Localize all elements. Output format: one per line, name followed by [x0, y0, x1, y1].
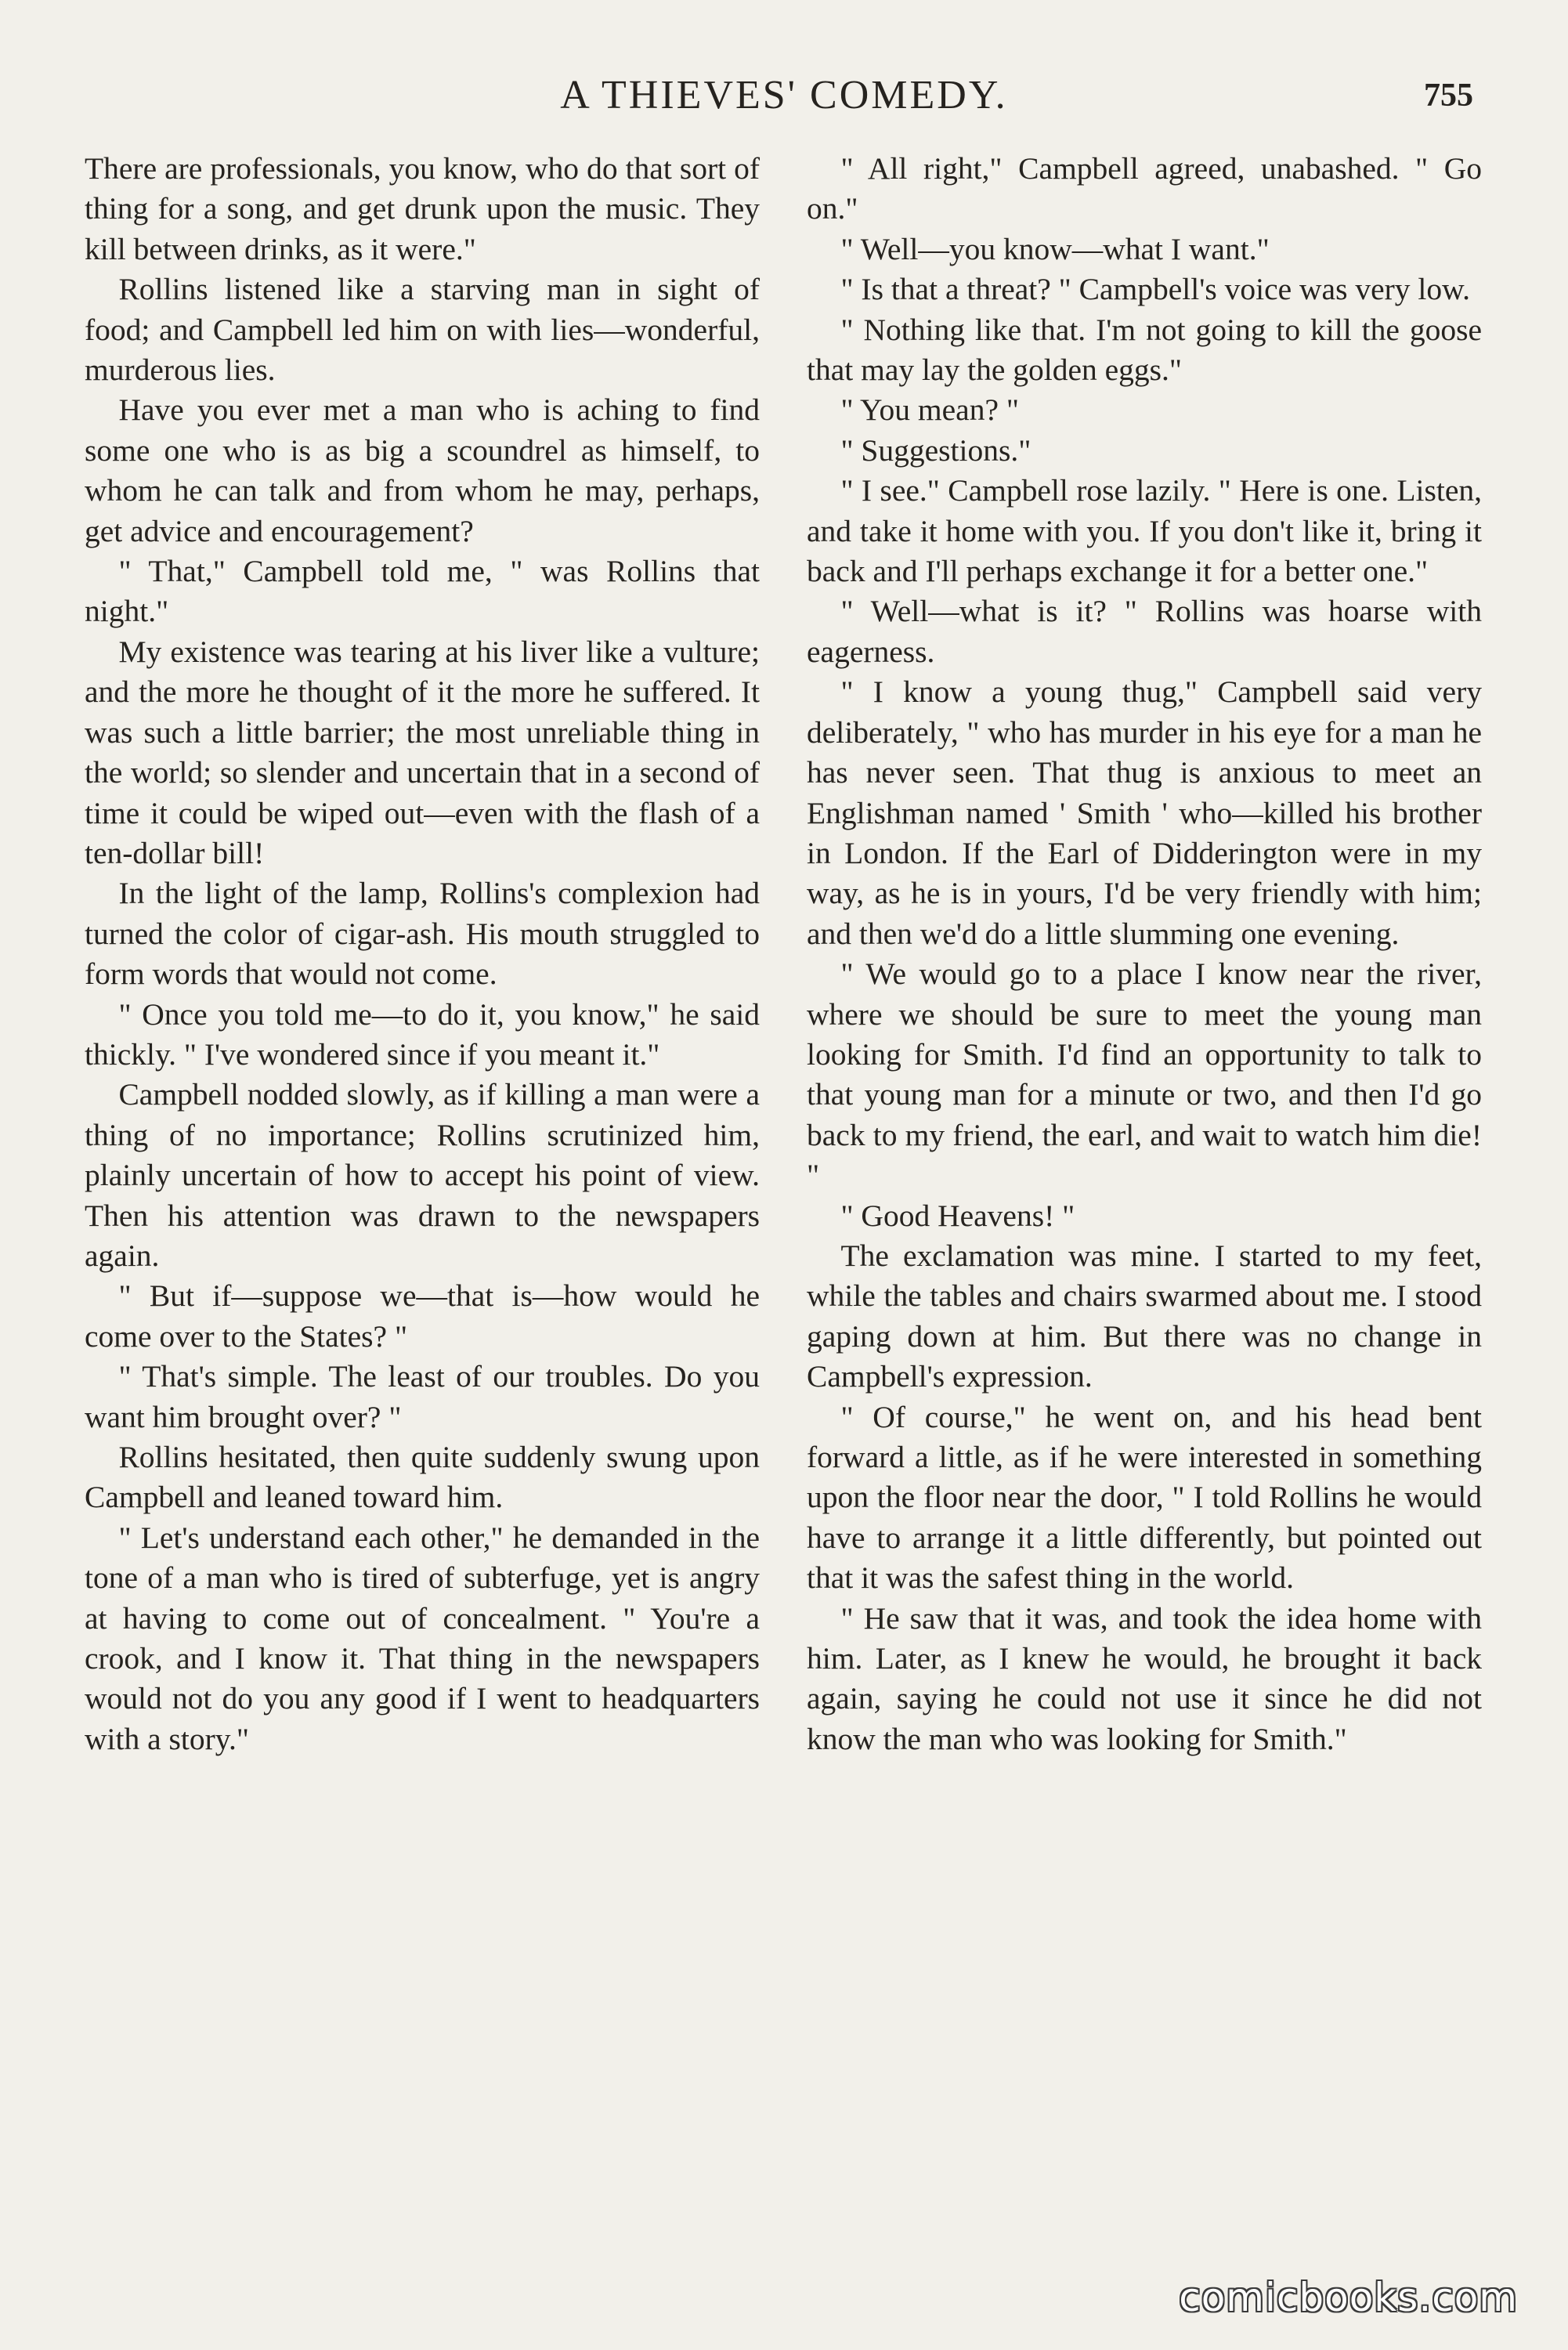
paragraph: My existence was tearing at his liver like a vulture; and the more he thought of it the more he suffered. It was such a little barrier; the most unreliable thing in the world; so slender and uncertain that in a second of time it could be wiped out—even with the flash of a ten-dollar bill! [85, 634, 760, 870]
paragraph: " That's simple. The least of our troubles. Do you want him brought over? " [85, 1359, 760, 1434]
paragraph: " Let's understand each other," he demanded in the tone of a man who is tired of subterfuge, yet is angry at having to come out of concealment. " You're a crook, and I know it. That thing in the newspapers would not do you any good if I went to headquarters with a story." [85, 1520, 760, 1756]
paragraph: " That," Campbell told me, " was Rollins that night." [85, 554, 760, 629]
paragraph: Have you ever met a man who is aching to find some one who is as big a scoundrel as himself, to whom he can talk and from whom he may, perhaps, get advice and encouragement? [85, 392, 760, 548]
paragraph: Rollins listened like a starving man in sight of food; and Campbell led him on with lies—wonderful, murderous lies. [85, 272, 760, 388]
paragraph: Campbell nodded slowly, as if killing a man were a thing of no importance; Rollins scrutinized him, plainly uncertain of how to accept his point of view. Then his attention was drawn to the newspapers again. [85, 1077, 760, 1273]
paragraph: " Once you told me—to do it, you know," he said thickly. " I've wondered since if you meant it." [85, 996, 760, 1072]
paragraph: " He saw that it was, and took the idea home with him. Later, as I knew he would, he brought it back again, saying he could not use it since he did not know the man who was looking for Smith." [807, 1600, 1482, 1756]
paragraph: " Is that a threat? " Campbell's voice was very low. [840, 272, 1470, 307]
paragraph: " All right," Campbell agreed, unabashed. " Go on." [807, 151, 1482, 226]
paragraph: " You mean? " [840, 392, 1019, 428]
paragraph: " We would go to a place I know near the river, where we should be sure to meet the young man looking for Smith. I'd find an opportunity to talk to that young man for a minute or two, and then I'd go back to my friend, the earl, and wait to watch him die! " [807, 956, 1482, 1193]
paragraph: " Suggestions." [840, 432, 1031, 468]
page-number: 755 [1424, 78, 1473, 114]
paragraph: " But if—suppose we—that is—how would he come over to the States? " [85, 1278, 760, 1354]
paragraph: " Nothing like that. I'm not going to kill the goose that may lay the golden eggs." [807, 312, 1482, 388]
watermark: comicbooks.com [1179, 2275, 1518, 2320]
left-column [85, 149, 760, 1759]
paragraph: In the light of the lamp, Rollins's complexion had turned the color of cigar-ash. His mouth struggled to form words that would not come. [85, 876, 760, 992]
paragraph: " Well—you know—what I want." [840, 231, 1270, 266]
right-column [807, 149, 1482, 1759]
paragraph: There are professionals, you know, who do that sort of thing for a song, and get drunk upon the music. They kill between drinks, as it were." [85, 151, 760, 266]
running-title: A THIEVES' COMEDY. [560, 73, 1008, 118]
paragraph: " Of course," he went on, and his head bent forward a little, as if he were interested in something upon the floor near the door, " I told Rollins he would have to arrange it a little differently, but pointed out that it was the safest thing in the world. [807, 1399, 1482, 1596]
paragraph: " Well—what is it? " Rollins was hoarse with eagerness. [807, 594, 1482, 669]
paragraph: The exclamation was mine. I started to my feet, while the tables and chairs swarmed about me. I stood gaping down at him. But there was no change in Campbell's expression. [807, 1238, 1482, 1394]
paragraph: " Good Heavens! " [840, 1198, 1075, 1233]
paragraph: " I know a young thug," Campbell said very deliberately, " who has murder in his eye for a man he has never seen. That thug is anxious to meet an Englishman named ' Smith ' who—killed his brother in London. If the Earl of Didderington were in my way, as he is in yours, I'd be very friendly with him; and then we'd do a little slumming one evening. [807, 674, 1482, 951]
paragraph: " I see." Campbell rose lazily. " Here is one. Listen, and take it home with you. If you don't like it, bring it back and I'll perhaps exchange it for a better one." [807, 473, 1482, 589]
paragraph: Rollins hesitated, then quite suddenly swung upon Campbell and leaned toward him. [85, 1440, 760, 1515]
